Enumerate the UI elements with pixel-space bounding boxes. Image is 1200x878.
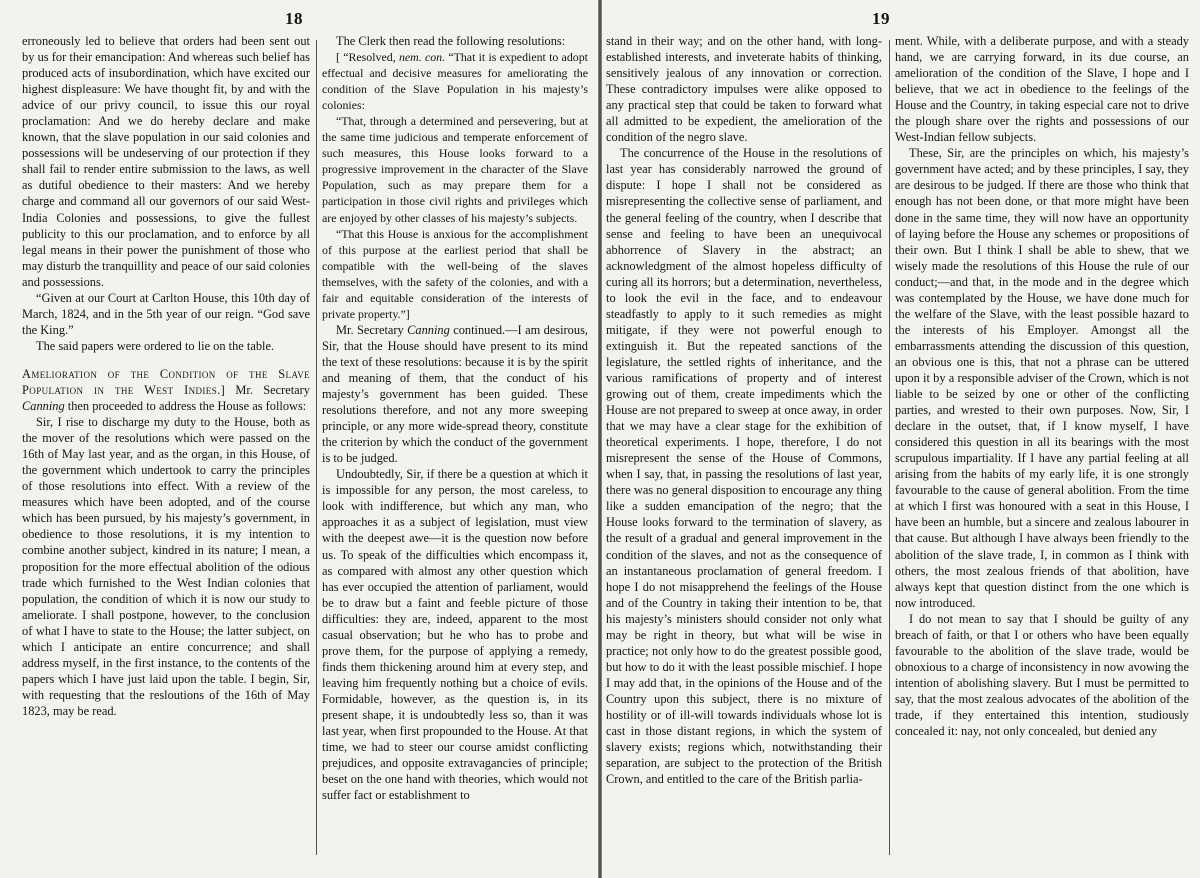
paragraph: stand in their way; and on the other hand, with long-established interests, and inveterate habits of thinking, sensitively jealous of any innovation or correction. These contradictory impulses were alike opposed to any practical step that could be taken to forward what all admitted to be expedient, the amelioration of the condition of the negro slave. (606, 34, 882, 145)
page-number-right: 19 (872, 9, 890, 28)
paragraph (322, 322, 588, 466)
paragraph: The Clerk then read the following resolutions: (336, 34, 566, 48)
text: Mr. Secretary (336, 322, 408, 337)
paragraph: “Given at our Court at Carlton House, this 10th day of March, 1824, and in the 5th year of our reign. “God save the King.” (22, 290, 310, 337)
paragraph: The said papers were ordered to lie on the table. (36, 338, 275, 353)
resolution-paragraph: “That this House is anxious for the accomplishment of this purpose at the earliest period that shall be compatible with the well-being of the slaves themselves, with the safety of the colonies, and with a fair and equitable consideration of the interests of private property.”] (322, 226, 588, 321)
resolution-text: [ “Resolved, (336, 50, 399, 65)
paragraph: Sir, I rise to discharge my duty to the House, both as the mover of the resolutions which were passed on the 16th of May last year, and as the organ, in this House, of the government which undertook to carry the principles of those resolutions into effect. With a review of the measures which have been adopted, and of the course which has been pursued, by his majesty’s government, in obedience to those resolutions, it is my intention to combine another subject, kindred in its nature; I mean, a proposition for the more effectual abolition of the odious trade which furnished to the West Indian colonies that population, the condition of which it is now our study to ameliorate. I shall postpone, however, to the conclusion of what I have to state to the House; the latter subject, on which I anticipate an entire concurrence; and shall address myself, in the first instance, to the contents of the papers which I have just laid upon the table. I begin, Sir, with requesting that the resloutions of the 16th of May 1823, may be read. (22, 415, 310, 718)
text: continued.—I am desirous, Sir, that the House should have present to its mind the text of these resolutions: because it is by the spirit and meaning of them, that the conduct of his majesty’s government has been guided. These resolutions therefore, and not any more sweeping principle, or any more wide-spread theory, constitute the criterion by which the conduct of the government is to be judged. (322, 322, 588, 466)
page-number-left: 18 (285, 9, 303, 28)
column-rule (889, 40, 890, 855)
right-page-column-1 (606, 33, 882, 868)
paragraph: Undoubtedly, Sir, if there be a question at which it is impossible for any person, the most careless, to look with indifference, but which any man, who approaches it as a subject of legislation, must view with the deepest awe—it is the question now before us. To speak of the difficulties which encompass it, as compared with almost any other question which has ever occupied the attention of parliament, would be to draw but a faint and feeble picture of those difficulties: they are, indeed, apparent to the most casual observation; but he who has to probe and prove them, for the purpose of applying a remedy, finds them thickening around him at every step, and leaving him frequently nothing but a choice of evils. Formidable, however, as the question is, in its present shape, it is undoubtedly less so, than it was last year, when first propounded to the House. At that time, we had to steer our course amidst conflicting prejudices, and opposite extravagancies of principle; beset on the one hand with theories, which would not suffer fact or establishment to (322, 467, 588, 803)
right-page-column-2 (895, 33, 1189, 868)
section-heading-paragraph (22, 366, 310, 414)
paragraph: ment. While, with a deliberate purpose, and with a steady hand, we are carrying forward, in its due course, an amelioration of the condition of the Slave, I hope and I believe, that we act in obedience to the feelings of the House and the Country, in taking especial care not to drive the plough share over the rights and possessions of our West-Indian fellow subjects. (895, 34, 1189, 145)
section-heading: Amelioration of the Condition of the Slave Population in the West Indies.] (22, 366, 310, 397)
resolution-paragraph: “That, through a determined and persevering, but at the same time judicious and temperate enforcement of such measures, this House looks forward to a progressive improvement in the character of the Slave Population, such as may prepare them for a participation in those civil rights and privileges which are enjoyed by other classes of his majesty’s subjects. (322, 114, 588, 225)
left-page-column-1 (22, 33, 310, 863)
left-page-column-2 (322, 33, 588, 863)
resolution-text: “That it is expedient to adopt effectual and decisive measures for ameliorating the condition of the Slave Population in his majesty’s colonies: (322, 50, 588, 113)
paragraph: I do not mean to say that I should be guilty of any breach of faith, or that I or others who have been equally favourable to the abolition of the slave trade, would be obnoxious to a charge of inconsistency in now avowing the intention of abolishing slavery. But I must be permitted to say, that the most zealous advocates of the abolition of the trade, if they entertained this intention, studiously concealed it: nay, not only concealed, but denied any (895, 611, 1189, 739)
heading-text: Mr. Secretary (225, 382, 310, 397)
right-page (602, 0, 1200, 878)
paragraph: erroneously led to believe that orders had been sent out by us for their emancipation: And whereas such belief has produced acts of insubordination, which have excited our highest displeasure: We have thought fit, by and with the advice of our privy council, to issue this our royal proclamation: And we do hereby declare and make known, that the slave population in our said colonies and possessions will be undeserving of our protection if they shall fail to render entire submission to the laws, as well as dutiful obedience to their masters: And we hereby charge and command all our governors of our said West-India Colonies and possessions, to give the fullest publicity to this our proclamation, and to enforce by all legal means in their power the punishment of those who may disturb the tranquillity and peace of our said colonies and possessions. (22, 34, 310, 289)
paragraph: The concurrence of the House in the resolutions of last year has considerably narrowed the ground of dispute: I hope I shall not be considered as misrepresenting the collective sense of parliament, and the general feeling of the country, when I describe that sense and feeling to have been an unequivocal abhorrence of Slavery in the abstract; an acknowledgment of the almost hopeless difficulty of curing all its horrors; but a determination, nevertheless, to look the evil in the face, and to endeavour steadfastly to apply to it such remedies as might mitigate, if they were not powerful enough to extinguish it. But the repeated sanctions of the legislature, the settled rights of inheritance, and the various ramifications of property and of interest growing out of them, create impediments which the House are not prepared to sweep at once away, in order that we may have a clear stage for the exhibition of theoretical experiments. I hope, therefore, I do not misrepresent the sense of the House of Commons, when I say, that, in passing the resolutions of last year, there was no general disposition to encourage any thing like a sudden emancipation of the negro; that the House looks forward to the termination of slavery, as the result of a gradual and general improvement in the condition of the slaves, and not as the consequence of an instantaneous proclamation of general freedom. I hope I do not misapprehend the feelings of the House and of the Country in taking their intention to be, that his majesty’s ministers should consider not only what may be right in theory, but what will be wise in practice; not only how to do the greatest possible good, but how to do it with the least possible mischief. I hope I may add that, in the opinions of the House and of the Country upon this subject, there is no mixture of hostility or of ill-will towards individuals whose lot is cast in those distant regions, in which the system of slavery exists; regions which, notwithstanding their separation, are subject to the protection of the British Crown, and entitled to the care of the British parlia- (606, 146, 882, 787)
speaker-name: Canning (407, 322, 450, 337)
paragraph: These, Sir, are the principles on which, his majesty’s government have acted; and by these principles, I say, they are desirous to be judged. If there are those who think that enough has not been done, or that more might have been done in the same time, they will now have an opportunity of laying before the House any schemes or propositions of their own. But I think I shall be able to shew, that we wisely made the resolutions of this House the rule of our conduct;—and that, in the mode and in the degree which was contemplated by the House, we have done much for the welfare of the Slave, with the least possible hazard to the interests of his Employer. Amongst all the embarrassments attending the discussion of this question, an obvious one is this, that not a phrase can be uttered upon it by a responsible adviser of the Crown, which is not liable to be seized by one or other of the conflicting parties, and wrested to their own purposes. Now, Sir, I declare in the outset, that, if I know myself, I have considered this question in all its bearings with the most scrupulous impartiality. If I have any partial feeling at all arising from the habits of my early life, it is one strongly favourable to the cause of general abolition. From the time at which I first was honoured with a seat in this House, I have been an humble, but a sincere and zealous labourer in that cause. But although I have always been friendly to the abolition of the slave trade, I, in common as I think with others, the most zealous friends of that abolition, have always kept that question distinct from the one which is now introduced. (895, 146, 1189, 610)
speaker-name: Canning (22, 399, 65, 414)
left-page (0, 0, 598, 878)
resolution-paragraph (322, 49, 588, 113)
heading-text: then proceeded to address the House as follows: (64, 399, 307, 414)
column-rule (316, 40, 317, 855)
nem-con: nem. con. (398, 50, 446, 65)
